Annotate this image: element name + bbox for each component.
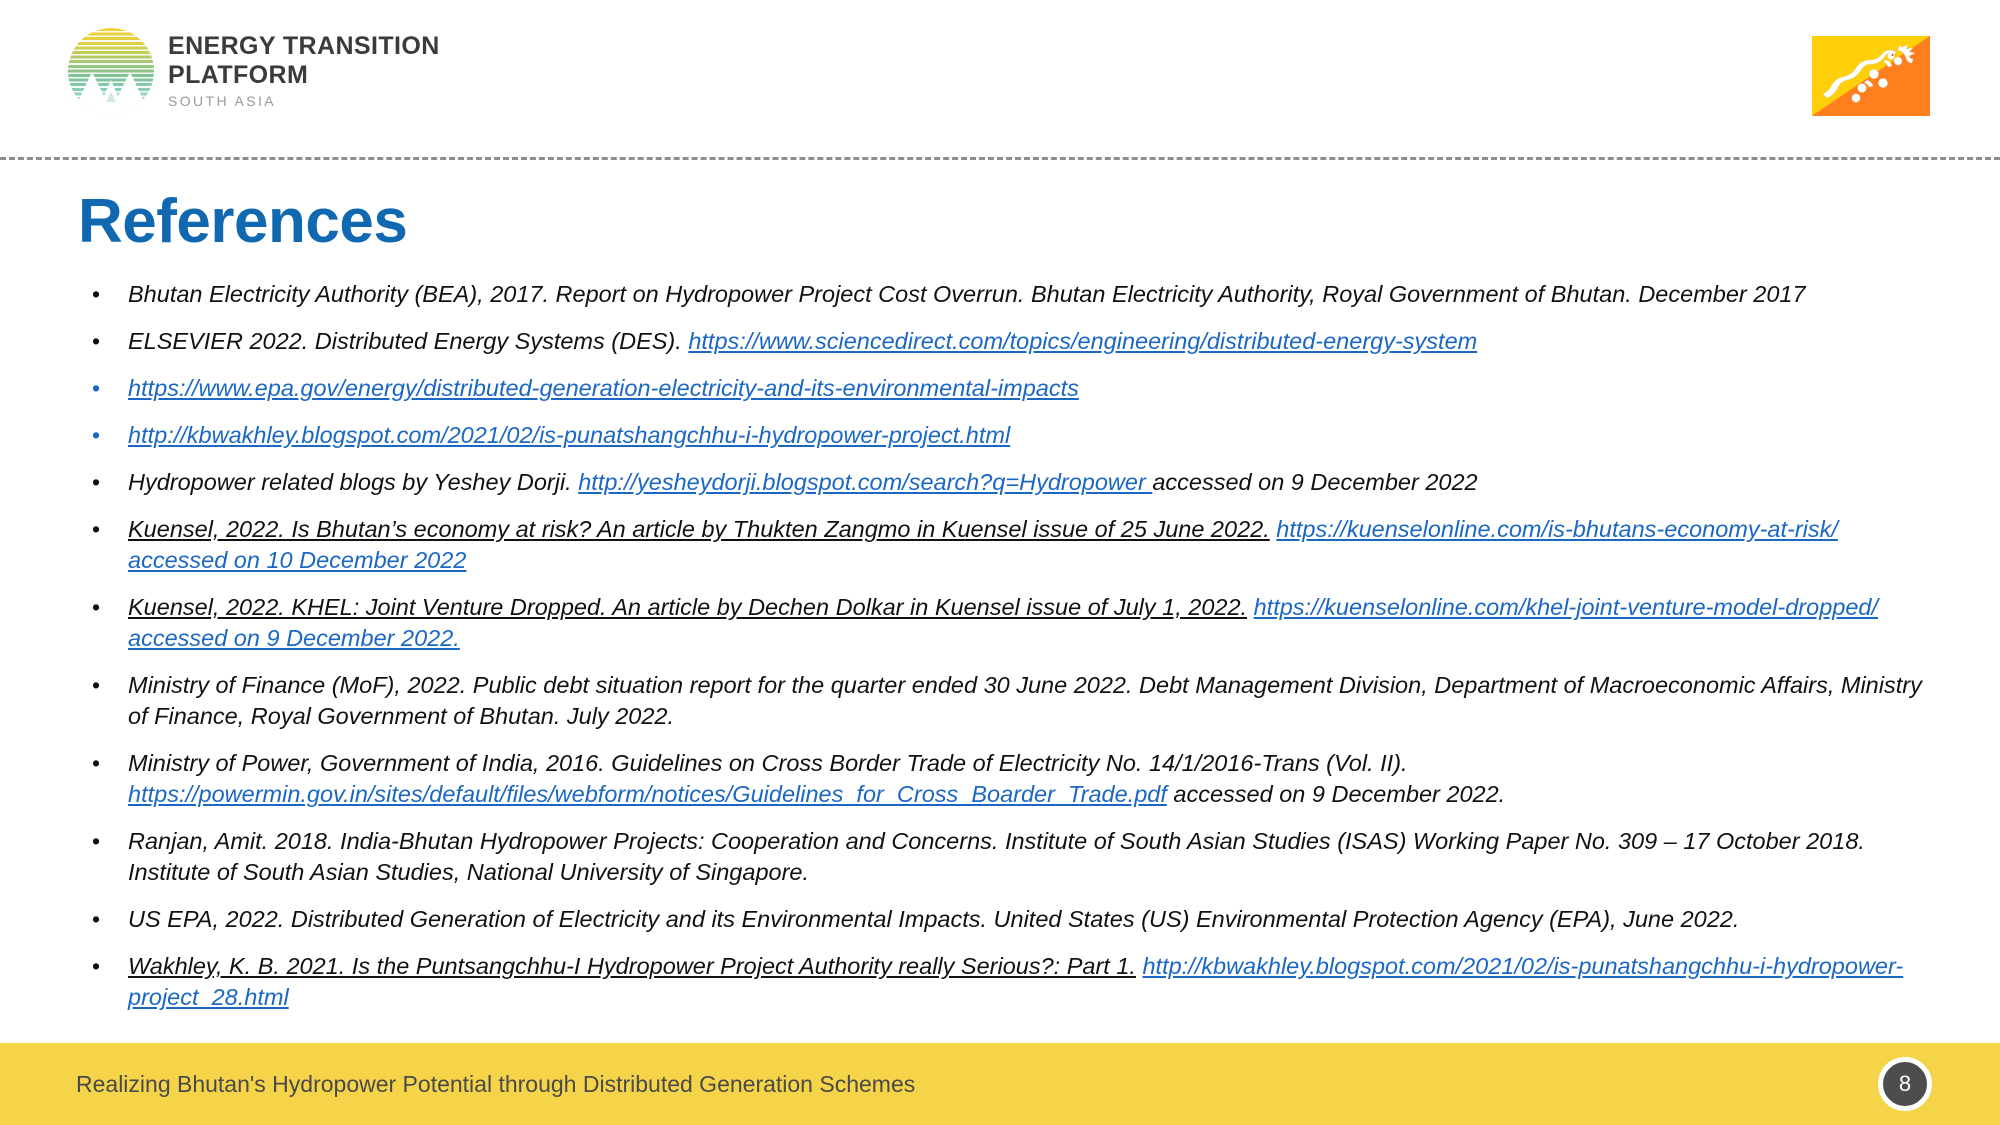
reference-link[interactable]: http://kbwakhley.blogspot.com/2021/02/is-punatshangchhu-i-hydropower-project.html	[128, 422, 1011, 448]
reference-text: accessed on 9 December 2022.	[1166, 781, 1506, 807]
reference-item	[72, 592, 1932, 654]
bullet-icon: •	[92, 281, 101, 307]
reference-item	[72, 904, 1932, 935]
bullet-icon: •	[92, 953, 101, 979]
bullet-icon: •	[92, 672, 101, 698]
reference-link[interactable]: https://kuenselonline.com/khel-joint-venture-model-dropped/ accessed on 9 December 2022.	[128, 594, 1879, 651]
reference-item	[72, 951, 1932, 1013]
references-list	[72, 279, 1932, 1029]
reference-text-underlined: Wakhley, K. B. 2021. Is the Puntsangchhu-I Hydropower Project Authority really Serious?: Part 1.	[128, 953, 1136, 979]
bullet-icon: •	[92, 328, 101, 354]
bullet-icon: •	[92, 906, 101, 932]
bullet-icon: •	[92, 750, 101, 776]
reference-link[interactable]: http://kbwakhley.blogspot.com/2021/02/is-punatshangchhu-i-hydropower-project_28.html	[128, 953, 1904, 1010]
reference-item	[72, 420, 1932, 451]
flag-dragon-shape	[1812, 36, 1930, 116]
page-title: References	[78, 187, 408, 256]
reference-text-underlined: Kuensel, 2022. KHEL: Joint Venture Dropped. An article by Dechen Dolkar in Kuensel issue of July 1, 2022.	[128, 594, 1248, 620]
logo-line-2: PLATFORM	[168, 61, 309, 89]
slide-header	[0, 0, 2000, 158]
logo-line-3: SOUTH ASIA	[168, 93, 277, 109]
reference-link[interactable]: http://yesheydorji.blogspot.com/search?q=Hydropower	[578, 469, 1153, 495]
sun-mountain-logo-icon	[68, 28, 154, 114]
logo-line-1: ENERGY TRANSITION	[168, 32, 440, 60]
reference-text: Ranjan, Amit. 2018. India-Bhutan Hydropower Projects: Cooperation and Concerns. Institute of South Asian Studies (ISAS) Working Paper No. 309 – 17 October 2018. Institute of South Asian Studies, National University of Singapore.	[128, 828, 1865, 885]
reference-item	[72, 670, 1932, 732]
bullet-icon: •	[92, 469, 101, 495]
reference-text: ELSEVIER 2022. Distributed Energy Systems (DES).	[128, 328, 689, 354]
logo-w-mountain-shape	[68, 28, 154, 114]
page-number-badge: 8	[1878, 1057, 1932, 1111]
bullet-icon: •	[92, 828, 101, 854]
reference-link[interactable]: https://www.epa.gov/energy/distributed-generation-electricity-and-its-environmental-impacts	[128, 375, 1079, 401]
reference-item	[72, 514, 1932, 576]
reference-item	[72, 748, 1932, 810]
reference-item	[72, 467, 1932, 498]
reference-link[interactable]: https://www.sciencedirect.com/topics/engineering/distributed-energy-system	[688, 328, 1478, 354]
footer-title: Realizing Bhutan's Hydropower Potential through Distributed Generation Schemes	[76, 1071, 916, 1097]
reference-text: US EPA, 2022. Distributed Generation of Electricity and its Environmental Impacts. United States (US) Environmental Protection Agency (EPA), June 2022.	[128, 906, 1740, 932]
reference-item	[72, 826, 1932, 888]
bullet-icon: •	[92, 594, 101, 620]
energy-transition-platform-logo	[68, 28, 440, 114]
bullet-icon: •	[92, 516, 101, 542]
logo-wordmark	[168, 34, 440, 108]
reference-text: Bhutan Electricity Authority (BEA), 2017. Report on Hydropower Project Cost Overrun. Bhutan Electricity Authority, Royal Government of Bhutan. December 2017	[128, 281, 1806, 307]
reference-item	[72, 326, 1932, 357]
bhutan-flag-icon	[1812, 36, 1930, 116]
bullet-icon: •	[92, 422, 101, 448]
reference-text: accessed on 9 December 2022	[1152, 469, 1478, 495]
reference-text: Ministry of Power, Government of India, 2016. Guidelines on Cross Border Trade of Electricity No. 14/1/2016-Trans (Vol. II).	[128, 750, 1408, 776]
reference-link[interactable]: https://powermin.gov.in/sites/default/files/webform/notices/Guidelines_for_Cross_Boarder_Trade.pdf	[128, 781, 1167, 807]
bullet-icon: •	[92, 375, 101, 401]
slide-footer	[0, 1043, 2000, 1125]
reference-text: Ministry of Finance (MoF), 2022. Public debt situation report for the quarter ended 30 June 2022. Debt Management Division, Department of Macroeconomic Affairs, Ministry of Finance, Royal Government of Bhutan. July 2022.	[128, 672, 1922, 729]
reference-link[interactable]: https://kuenselonline.com/is-bhutans-economy-at-risk/ accessed on 10 December 2022	[128, 516, 1838, 573]
reference-text: Hydropower related blogs by Yeshey Dorji.	[128, 469, 579, 495]
header-divider	[0, 157, 2000, 160]
reference-text-underlined: Kuensel, 2022. Is Bhutan’s economy at risk? An article by Thukten Zangmo in Kuensel issue of 25 June 2022.	[128, 516, 1270, 542]
reference-item	[72, 373, 1932, 404]
reference-item	[72, 279, 1932, 310]
